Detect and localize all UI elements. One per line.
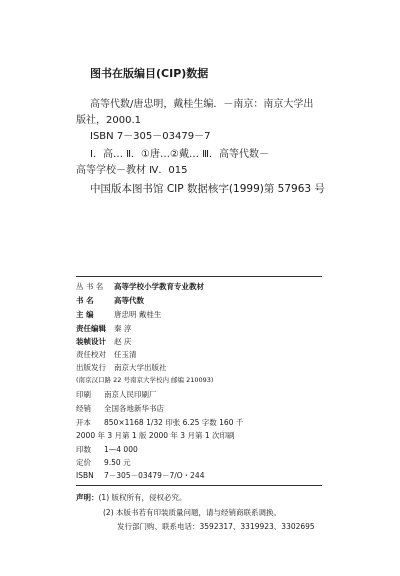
cip-line-4: Ⅰ．高… Ⅱ．①唐…②戴… Ⅲ．高等代数－	[90, 149, 270, 160]
series-label: 丛 书 名	[76, 282, 104, 291]
cip-isbn: ISBN 7－305－03479－7	[90, 131, 211, 142]
editor-row	[76, 325, 131, 333]
isbn-row	[76, 472, 204, 480]
notice-item-3: 发行部门购、联系电话：3592317、3319923、3302695	[117, 522, 315, 531]
design-row	[76, 338, 131, 346]
series-row	[76, 283, 204, 291]
notice-label: 声明：	[76, 493, 99, 502]
proof-label: 责任校对	[76, 350, 106, 359]
format-label: 开本	[76, 418, 91, 427]
notice-row-1	[76, 492, 187, 503]
print-row	[76, 391, 157, 399]
divider-top	[76, 276, 322, 277]
format-value: 850×1168 1/32 印张 6.25 字数 160 千	[104, 418, 244, 427]
cip-number: 中国版本图书馆 CIP 数据核字(1999)第 57963 号	[90, 183, 325, 195]
copies-row	[76, 446, 138, 454]
copies-value: 1—4 000	[104, 445, 138, 454]
copies-label: 印数	[76, 445, 91, 454]
editor-label: 责任编辑	[76, 324, 106, 333]
publisher-label: 出版发行	[76, 363, 106, 372]
cip-line-1: 高等代数/唐忠明，戴桂生编．－南京：南京大学出	[90, 99, 314, 110]
design-label: 装帧设计	[76, 337, 106, 346]
publisher-address: (南京汉口路 22 号南京大学校内 邮编 210093)	[76, 376, 214, 384]
author-row	[76, 311, 161, 319]
divider-bottom	[76, 485, 322, 486]
title-label: 书 名	[76, 296, 94, 305]
author-label: 主 编	[76, 310, 94, 319]
price-value: 9.50 元	[104, 458, 131, 467]
publisher-value: 南京大学出版社	[114, 363, 167, 372]
edition-line: 2000 年 3 月第 1 版 2000 年 3 月第 1 次印刷	[76, 431, 235, 440]
price-row	[76, 459, 131, 467]
cip-title: 图书在版编目(CIP)数据	[90, 67, 209, 80]
author-value: 唐忠明 戴桂生	[114, 310, 162, 319]
cip-line-2: 版社，2000.1	[76, 115, 141, 126]
isbn-label: ISBN	[76, 471, 94, 480]
proof-row	[76, 351, 137, 359]
cip-line-5: 高等学校－教材 Ⅳ．015	[76, 165, 188, 176]
publisher-row	[76, 364, 167, 372]
dist-row	[76, 405, 164, 413]
title-row	[76, 297, 144, 305]
proof-value: 任玉清	[114, 350, 137, 359]
format-row	[76, 419, 243, 427]
notice-item-1: (1) 版权所有，侵权必究。	[98, 493, 187, 502]
price-label: 定价	[76, 458, 91, 467]
dist-label: 经销	[76, 404, 91, 413]
series-value: 高等学校小学教育专业教材	[114, 282, 204, 291]
print-value: 南京人民印刷厂	[104, 390, 157, 399]
title-value: 高等代数	[114, 296, 144, 305]
print-label: 印刷	[76, 390, 91, 399]
design-value: 赵 庆	[114, 337, 132, 346]
editor-value: 秦 淳	[114, 324, 132, 333]
dist-value: 全国各地新华书店	[104, 404, 164, 413]
isbn-value: 7－305－03479－7/O・244	[104, 471, 205, 480]
notice-item-2: (2) 本版书若有印装质量问题，请与经销商联系调换。	[103, 508, 282, 517]
